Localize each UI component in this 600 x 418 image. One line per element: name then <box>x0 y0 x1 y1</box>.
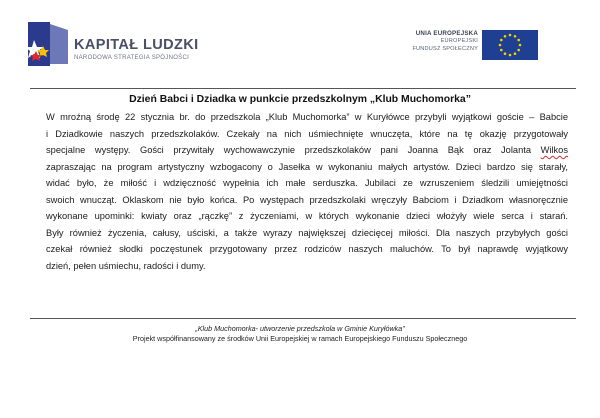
top-divider <box>30 88 576 89</box>
eu-flag-icon <box>482 30 538 60</box>
document-footer <box>0 324 600 344</box>
body-line-7: wykonane upominki: kwiaty oraz „rączkę” z życzeniami, w których wykonanie dzieci włożyły wiele serca i starań. <box>46 211 568 221</box>
document-header <box>0 0 600 80</box>
article-title: Dzień Babci i Dziadka w punkcie przedszkolnym „Klub Muchomorka” <box>129 94 471 105</box>
kapital-ludzki-emblem-icon <box>26 20 70 68</box>
kapital-ludzki-logo <box>26 20 286 68</box>
body-line-3-text: specjalne występy. Gości przywitały wychowawczynie przedszkolaków pani Joanna Bąk oraz Jolanta <box>46 145 532 155</box>
body-line-6: swoich wnucząt. Oklaskom nie było końca. Po występach przedszkolaki wręczyły Babciom i Dziadkom własnoręcznie <box>46 194 568 205</box>
body-line-5: widać było, że miłość i wdzięczność wypełnia ich małe serduszka. Jubilaci ze wzruszeniem śledzili umiejętności <box>46 178 568 188</box>
eu-line-3: FUNDUSZ SPOŁECZNY <box>412 46 478 52</box>
project-name: „Klub Muchomorka- utworzenie przedszkola w Gminie Kuryłówka” <box>195 324 405 333</box>
kapital-ludzki-title: KAPITAŁ LUDZKI <box>74 37 199 53</box>
body-line-9: czekał również słodki poczęstunek przygotowany przez rodziców naszych maluchów. To był naprawdę wyjątkowy <box>46 244 568 254</box>
body-line-4: zapraszając na program artystyczny wzbogacony o Jasełka w wykonaniu małych artystów. Dzieci bardzo się starały, <box>46 161 568 172</box>
eu-logo <box>390 30 550 70</box>
body-line-3 <box>46 142 568 159</box>
bottom-divider <box>30 318 576 319</box>
eu-line-1: UNIA EUROPEJSKA <box>415 30 478 37</box>
body-line-10: dzień, pełen uśmiechu, radości i dumy. <box>46 260 206 271</box>
eu-logo-text <box>358 30 478 53</box>
kapital-ludzki-subtitle: NARODOWA STRATEGIA SPÓJNOŚCI <box>74 55 190 61</box>
misspelled-surname: Wilkos <box>540 145 568 155</box>
body-line-8: Były również życzenia, całusy, uściski, a także wyrazy największej dziecięcej miłości. Dla naszych przybyłych gości <box>46 227 568 238</box>
body-line-1: W mroźną środę 22 stycznia br. do przedszkola „Klub Muchomorka” w Kuryłówce przybyli wyjątkowi goście – Babcie <box>46 112 568 122</box>
body-line-2: i Dziadkowie naszych przedszkolaków. Czekały na nich uśmiechnięte wnuczęta, które na tę okazję przygotowały <box>46 128 568 139</box>
eu-line-2: EUROPEJSKI <box>440 38 478 44</box>
funding-note: Projekt współfinansowany ze środków Unii Europejskiej w ramach Europejskiego Funduszu Społecznego <box>132 334 468 343</box>
article-body <box>46 109 568 274</box>
